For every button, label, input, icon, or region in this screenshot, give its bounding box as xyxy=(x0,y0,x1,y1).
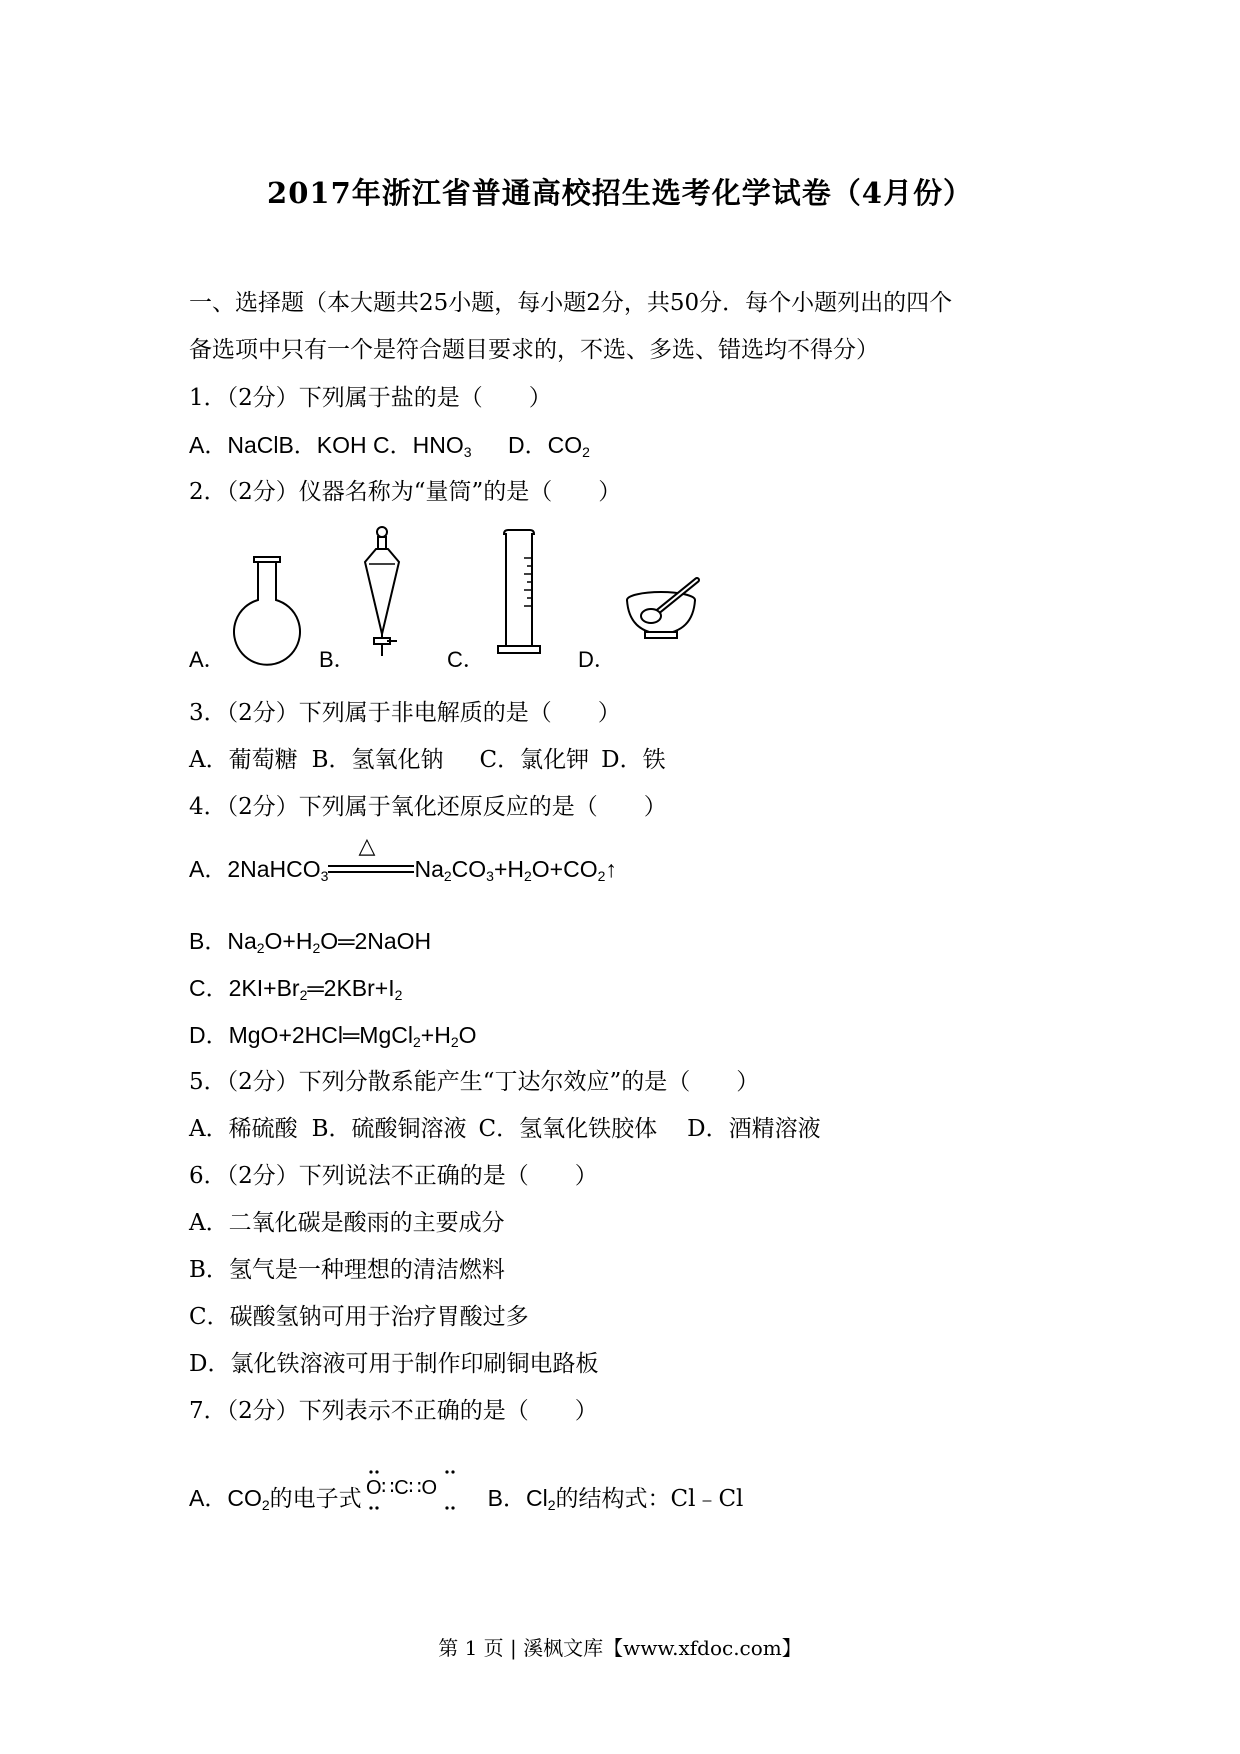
q6-stem: 6．（2分）下列说法不正确的是（ ） xyxy=(189,1163,598,1189)
q4-option-b: B．$Na_2O+H_2O═2NaOH$ xyxy=(189,928,432,956)
q4-option-a: A．2NaHCO$_3$ △ $Na_2CO_3+H_2O+CO_2↑$ xyxy=(189,833,617,884)
lewis-dots-icon xyxy=(362,1466,466,1516)
heating-equals-sign: △ xyxy=(328,853,414,883)
q2-label-c: C． xyxy=(447,647,485,672)
q7-option-a: A．$CO_2$的电子式 O∷C∷O xyxy=(189,1486,466,1512)
q2-apparatus-row xyxy=(189,524,749,674)
graduated-cylinder-icon xyxy=(494,528,544,656)
q3-options xyxy=(189,745,666,775)
q3-stem: 3．（2分）下列属于非电解质的是（ ） xyxy=(189,700,621,726)
q3-option-c: C．氯化钾 xyxy=(479,747,590,773)
q4-option-c: C．$2KI+Br_2═2KBr+I_2$ xyxy=(189,975,403,1003)
q1-stem: 1．（2分）下列属于盐的是（ ） xyxy=(189,385,552,411)
co2-lewis-structure xyxy=(362,1466,466,1524)
page-title: 2017年浙江省普通高校招生选考化学试卷（4月份） xyxy=(267,176,973,210)
q6-option-c: C．碳酸氢钠可用于治疗胃酸过多 xyxy=(189,1304,529,1330)
q5-option-b: B．硫酸铜溶液 xyxy=(311,1116,467,1142)
q1-option-a: A．NaCl xyxy=(189,432,279,458)
page-footer: 第 1 页 | 溪枫文库【www.xfdoc.com】 xyxy=(438,1636,802,1660)
q1-option-c: C．$HNO_3$ xyxy=(373,432,472,460)
q2-label-d: D． xyxy=(578,647,616,672)
q7-options xyxy=(189,1466,743,1524)
round-bottom-flask-icon xyxy=(231,556,303,666)
section-instruction-line2: 备选项中只有一个是符合题目要求的，不选、多选、错选均不得分） xyxy=(189,337,879,363)
q2-stem: 2．（2分）仪器名称为“量筒”的是（ ） xyxy=(189,479,622,505)
q7-stem: 7．（2分）下列表示不正确的是（ ） xyxy=(189,1398,598,1424)
q5-stem: 5．（2分）下列分散系能产生“丁达尔效应”的是（ ） xyxy=(189,1069,760,1095)
q2-label-b: B． xyxy=(319,647,356,672)
section-instruction-line1: 一、选择题（本大题共25小题，每小题2分，共50分．每个小题列出的四个 xyxy=(189,290,953,316)
svg-text:O∷C∷O: O∷C∷O xyxy=(365,1477,437,1499)
q5-option-d: D．酒精溶液 xyxy=(687,1116,821,1142)
q5-options xyxy=(189,1114,821,1144)
q4-option-d: D．$MgO+2HCl═MgCl_2+H_2O$ xyxy=(189,1022,477,1050)
q7-option-b: B．$Cl_2$的结构式：Cl﹣Cl xyxy=(487,1485,744,1513)
q6-option-a: A．二氧化碳是酸雨的主要成分 xyxy=(189,1210,505,1236)
separatory-funnel-icon xyxy=(357,526,407,658)
q3-option-a: A．葡萄糖 xyxy=(189,747,298,773)
q1-option-b: B．KOH xyxy=(278,432,367,458)
q3-option-b: B．氢氧化钠 xyxy=(311,747,444,773)
q4-stem: 4．（2分）下列属于氧化还原反应的是（ ） xyxy=(189,794,667,820)
q1-option-d: D．$CO_2$ xyxy=(507,432,590,460)
q6-option-b: B．氢气是一种理想的清洁燃料 xyxy=(189,1257,505,1283)
q2-label-a: A． xyxy=(189,647,226,672)
q1-options xyxy=(189,430,590,460)
q5-option-c: C．氢氧化铁胶体 xyxy=(478,1116,658,1142)
q6-option-d: D．氯化铁溶液可用于制作印刷铜电路板 xyxy=(189,1351,599,1377)
q3-option-d: D．铁 xyxy=(601,747,666,773)
q5-option-a: A．稀硫酸 xyxy=(189,1116,298,1142)
mortar-and-pestle-icon xyxy=(621,576,705,642)
